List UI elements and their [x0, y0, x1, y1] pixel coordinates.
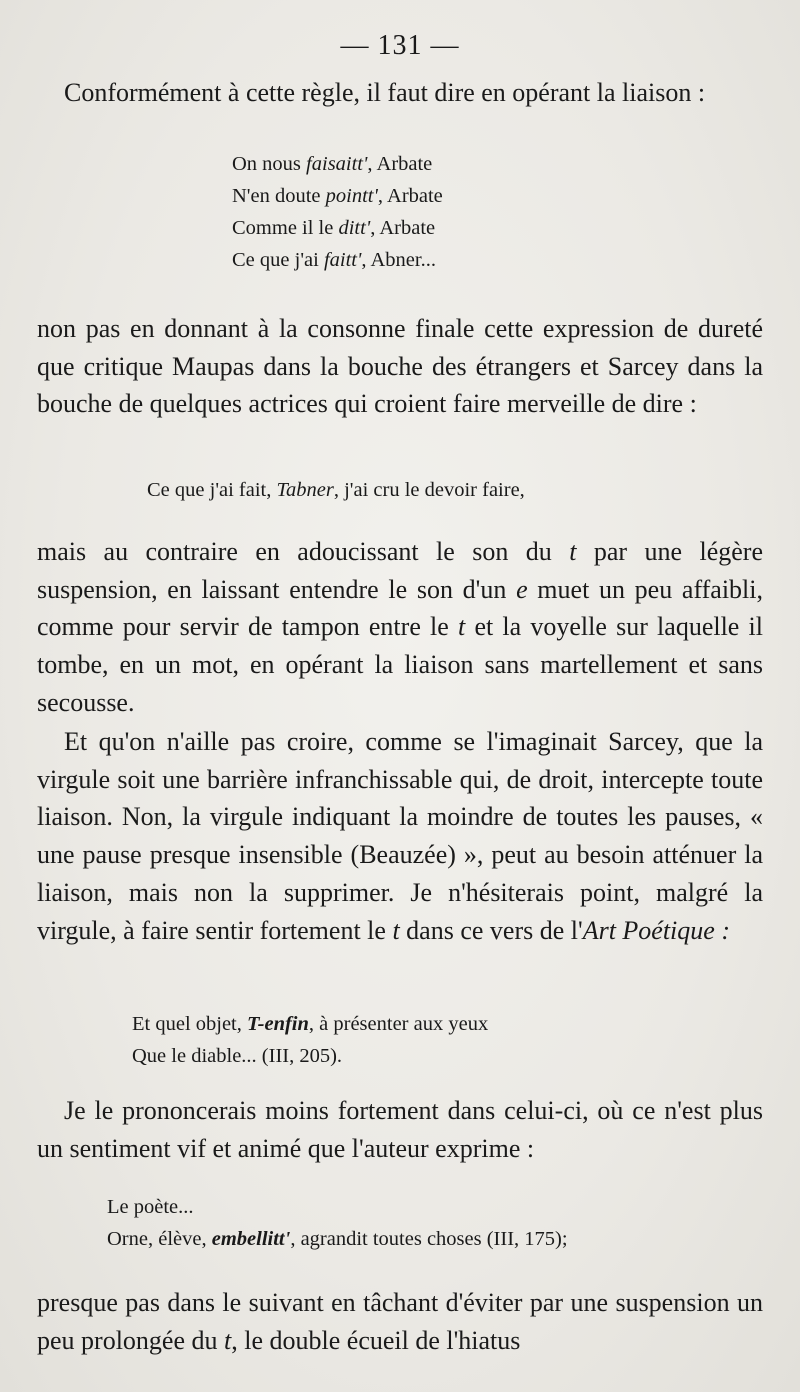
verse-quote-tabner: Ce que j'ai fait, Tabner, j'ai cru le devoir faire,	[147, 479, 525, 501]
paragraph-virgule: Et qu'on n'aille pas croire, comme se l'imaginait Sarcey, que la virgule soit une barrière infranchissable qui, de droit, intercepte toute liaison. Non, la virgule indiquant la moindre de toutes les pauses, « une pause presque insensible (Beauzée) », peut au besoin atténuer la liaison, mais non la supprimer. Je n'hésiterais point, malgré la virgule, à faire sentir fortement le t dans ce vers de l'Art Poétique :	[37, 727, 763, 945]
verse-line: Le poète...	[107, 1196, 194, 1218]
verse-line: N'en doute pointt', Arbate	[232, 185, 443, 207]
paragraph-moins-fortement: Je le prononcerais moins fortement dans celui-ci, où ce n'est plus un sentiment vif et animé que l'auteur exprime :	[37, 1096, 763, 1163]
verse-quote-arbate	[232, 148, 443, 276]
paragraph-adoucissant: mais au contraire en adoucissant le son du t par une légère suspension, en laissant entendre le son d'un e muet un peu affaibli, comme pour servir de tampon entre le t et la voyelle sur laquelle il tombe, en un mot, en opérant la liaison sans martellement et sans secousse.	[37, 537, 764, 717]
verse-line: On nous faisaitt', Arbate	[232, 153, 433, 175]
page-number: — 131 —	[340, 30, 460, 61]
verse-quote-art-poetique	[132, 1008, 488, 1072]
paragraph-durete: non pas en donnant à la consonne finale cette expression de dureté que critique Maupas dans la bouche des étrangers et Sarcey dans la bouche de quelques actrices qui croient faire merveille de dire :	[37, 314, 763, 419]
verse-quote-poete	[107, 1191, 568, 1255]
verse-line: Comme il le ditt', Arbate	[232, 217, 436, 239]
verse-line: Ce que j'ai faitt', Abner...	[232, 249, 436, 271]
paragraph-rule-liaison: Conformément à cette règle, il faut dire en opérant la liaison :	[64, 78, 706, 107]
verse-line: Orne, élève, embellitt', agrandit toutes choses (III, 175);	[107, 1228, 568, 1250]
paragraph-hiatus: presque pas dans le suivant en tâchant d'éviter par une suspension un peu prolongée du t, le double écueil de l'hiatus	[37, 1288, 763, 1355]
verse-line: Et quel objet, T-enfin, à présenter aux yeux	[132, 1013, 489, 1035]
verse-line: Que le diable... (III, 205).	[132, 1045, 343, 1067]
